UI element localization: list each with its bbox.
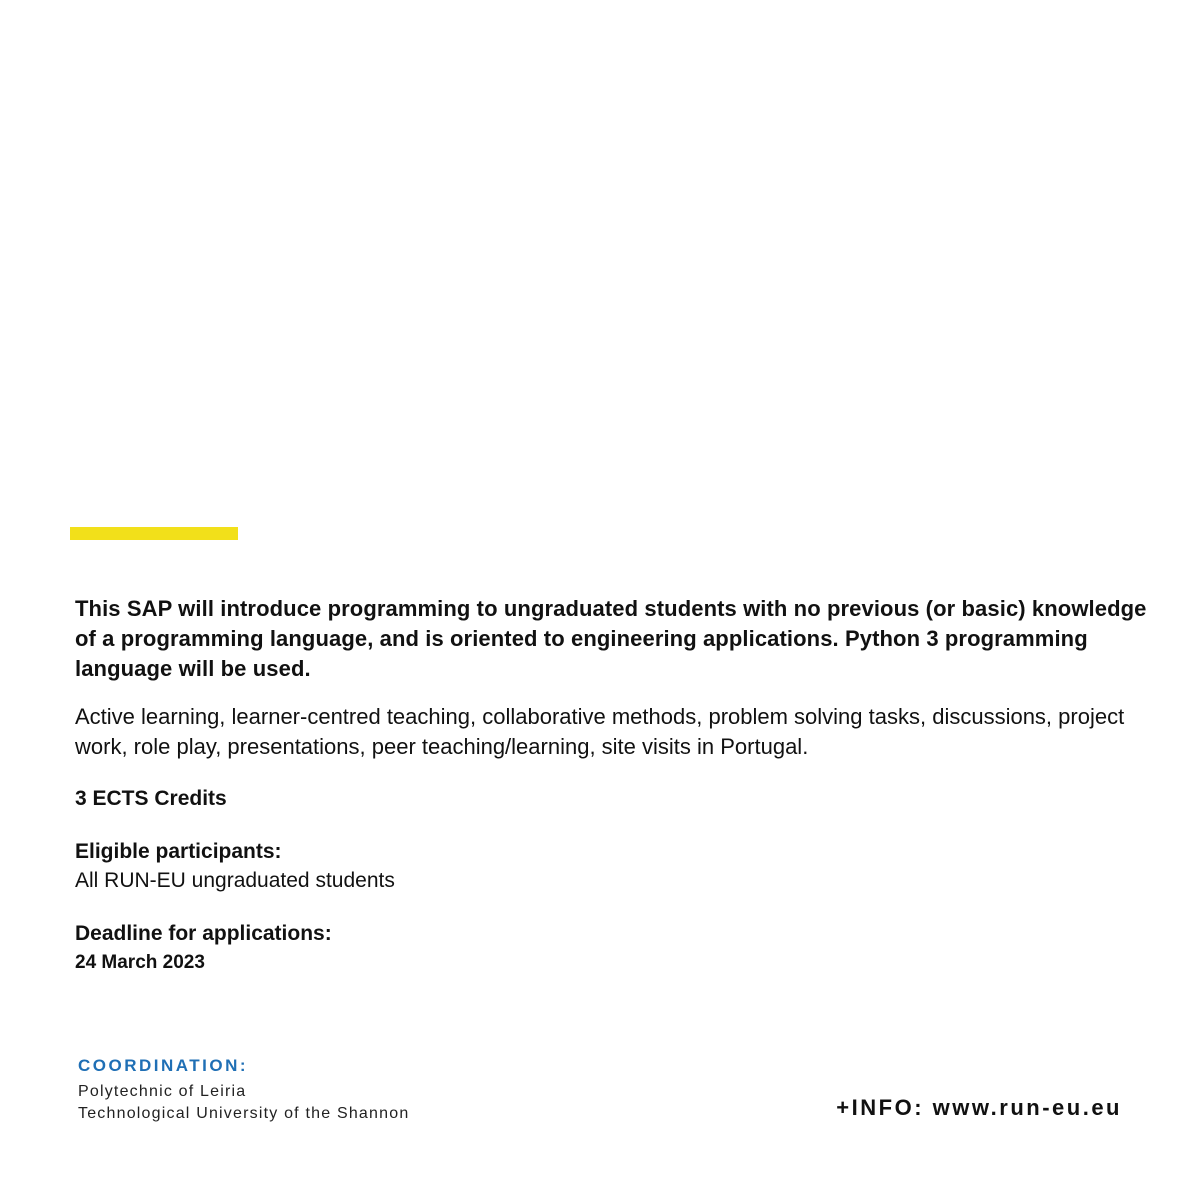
eligible-value: All RUN-EU ungraduated students: [75, 869, 395, 892]
deadline-section: [75, 920, 1165, 978]
credits-text: 3 ECTS Credits: [75, 787, 227, 810]
accent-bar: [70, 527, 238, 540]
more-info-link[interactable]: +INFO: www.run-eu.eu: [836, 1095, 1122, 1120]
coordination-title: COORDINATION:: [78, 1056, 249, 1075]
intro-text: This SAP will introduce programming to ungraduated students with no previous (or basic) knowledge of a programming language, and is oriented to engineering applications. Python 3 programming language will be used.: [75, 596, 1147, 681]
eligible-label: Eligible participants:: [75, 840, 282, 863]
deadline-label: Deadline for applications:: [75, 922, 332, 945]
methods-text: Active learning, learner-centred teaching, collaborative methods, problem solving tasks, discussions, project work, role play, presentations, peer teaching/learning, site visits in Portugal.: [75, 704, 1125, 759]
eligible-section: [75, 838, 1165, 896]
coordination-section: [78, 1055, 409, 1125]
coordination-line: Technological University of the Shannon: [78, 1105, 410, 1122]
deadline-value: 24 March 2023: [75, 952, 205, 973]
main-content: [75, 594, 1165, 978]
coordination-line: Polytechnic of Leiria: [78, 1083, 247, 1100]
